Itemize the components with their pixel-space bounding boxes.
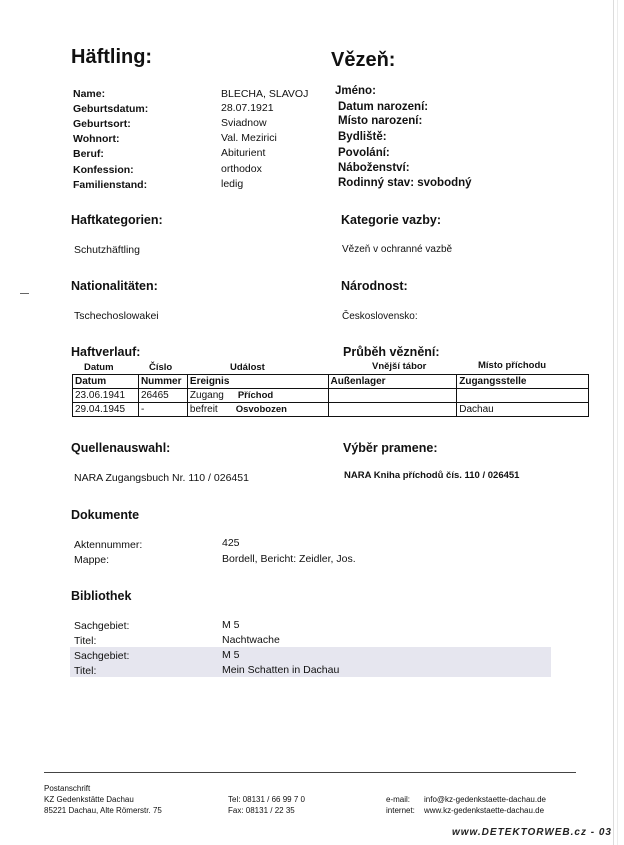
cell-aussenlager [328, 403, 457, 417]
col-header-aussenlager: Außenlager [328, 375, 457, 389]
ereignis-cz: Osvobozen [235, 404, 287, 415]
label-beruf: Beruf: [73, 148, 104, 160]
cz-col-udalost: Událost [230, 362, 265, 373]
cell-aussenlager [328, 389, 457, 403]
section-narodnost: Národnost: [341, 279, 408, 293]
value-pramen: NARA Kniha příchodů čís. 110 / 026451 [344, 470, 520, 481]
cell-nummer: 26465 [138, 389, 187, 403]
label-geburtsort: Geburtsort: [73, 118, 131, 130]
footer-street: 85221 Dachau, Alte Römerstr. 75 [44, 806, 162, 815]
dokumente-value: Bordell, Bericht: Zeidler, Jos. [222, 553, 356, 565]
value-geburtsdatum: 28.07.1921 [221, 102, 274, 114]
footer-tel: Tel: 08131 / 66 99 7 0 [228, 795, 305, 804]
value-haftkategorie: Schutzhäftling [74, 244, 140, 256]
label-name: Name: [73, 88, 106, 100]
table-header-row [73, 375, 589, 389]
section-haftkategorien: Haftkategorien: [71, 213, 163, 227]
cz-col-misto-prichodu: Místo příchodu [478, 360, 547, 371]
section-haftverlauf: Haftverlauf: [71, 345, 141, 359]
value-wohnort: Val. Mezirici [221, 132, 277, 144]
col-header-nummer: Nummer [138, 375, 187, 389]
col-header-ereignis: Ereignis [187, 375, 328, 389]
de-title: Häftling: [71, 46, 153, 68]
value-familienstand: ledig [221, 178, 244, 190]
bibliothek-value: M 5 [222, 619, 240, 631]
ereignis-cz: Příchod [237, 390, 274, 401]
footer-internet[interactable]: www.kz-gedenkstaette-dachau.de [424, 806, 545, 815]
bibliothek-label: Titel: [74, 665, 97, 677]
value-name: BLECHA, SLAVOJ [221, 88, 309, 100]
table-row [73, 403, 589, 417]
section-dokumente: Dokumente [71, 508, 140, 522]
label-konfession: Konfession: [73, 164, 134, 176]
value-geburtsort: Sviadnow [221, 117, 267, 129]
section-prubeh-vezneni: Průběh věznění: [343, 345, 440, 359]
cell-ereignis [187, 403, 328, 417]
cell-ereignis [187, 389, 328, 403]
cz-label-jmeno: Jméno: [335, 85, 376, 97]
ereignis-de: befreit [189, 404, 218, 415]
footer-fax: Fax: 08131 / 22 35 [228, 806, 295, 815]
bibliothek-value: Mein Schatten in Dachau [222, 664, 340, 676]
cz-label-datum-narozeni: Datum narození: [338, 101, 429, 113]
footer-institution: KZ Gedenkstätte Dachau [44, 795, 134, 804]
footer-postanschrift: Postanschrift [44, 784, 91, 793]
dokumente-label: Mappe: [74, 554, 110, 566]
margin-mark [20, 293, 29, 294]
bibliothek-value: M 5 [222, 649, 240, 661]
value-beruf: Abiturient [221, 147, 266, 159]
section-quellenauswahl: Quellenauswahl: [71, 441, 171, 455]
value-narodnost: Československo: [342, 311, 418, 322]
value-konfession: orthodox [221, 163, 262, 175]
bibliothek-value: Nachtwache [222, 634, 280, 646]
section-bibliothek: Bibliothek [71, 589, 132, 603]
page-edge-line [613, 0, 614, 845]
footer-internet-label: internet: [386, 806, 415, 815]
cz-label-bydliste: Bydliště: [338, 131, 387, 143]
cz-title: Vězeň: [331, 49, 396, 71]
watermark: www.DETEKTORWEB.cz - 03 [451, 827, 612, 838]
cell-zugangsstelle: Dachau [457, 403, 589, 417]
bibliothek-label: Titel: [74, 635, 97, 647]
col-header-zugangsstelle: Zugangsstelle [457, 375, 589, 389]
label-familienstand: Familienstand: [73, 179, 148, 191]
cell-datum: 23.06.1941 [73, 389, 139, 403]
cz-label-povolani: Povolání: [338, 147, 390, 159]
cz-col-datum: Datum [84, 362, 114, 373]
section-kategorie-vazby: Kategorie vazby: [341, 213, 442, 227]
label-wohnort: Wohnort: [73, 133, 120, 145]
cell-datum: 29.04.1945 [73, 403, 139, 417]
label-geburtsdatum: Geburtsdatum: [73, 103, 149, 115]
section-nationalitaeten: Nationalitäten: [71, 279, 158, 293]
value-quelle: NARA Zugangsbuch Nr. 110 / 026451 [74, 472, 249, 484]
bibliothek-label: Sachgebiet: [74, 650, 130, 662]
footer-email-label: e-mail: [386, 795, 411, 804]
value-nationalitaet: Tschechoslowakei [74, 310, 159, 322]
page-edge-line [617, 0, 618, 845]
cell-zugangsstelle [457, 389, 589, 403]
cz-label-rodinny-stav: Rodinný stav: svobodný [338, 177, 472, 189]
cell-nummer: - [138, 403, 187, 417]
table-row [73, 389, 589, 403]
ereignis-de: Zugang [189, 390, 224, 401]
footer-divider [44, 772, 576, 773]
section-vyber-pramene: Výběr pramene: [343, 441, 438, 455]
cz-col-cislo: Číslo [149, 362, 173, 373]
cz-label-nabozenstvi: Náboženství: [338, 162, 410, 174]
col-header-datum: Datum [73, 375, 139, 389]
cz-col-vnejsi-tabor: Vnější tábor [372, 361, 427, 372]
dokumente-value: 425 [222, 537, 240, 549]
dokumente-label: Aktennummer: [74, 539, 143, 551]
value-kategorie-vazby: Vězeň v ochranné vazbě [342, 244, 453, 255]
footer-email[interactable]: info@kz-gedenkstaette-dachau.de [424, 795, 546, 804]
haftverlauf-table [72, 374, 589, 417]
cz-label-misto-narozeni: Místo narození: [338, 115, 423, 127]
bibliothek-label: Sachgebiet: [74, 620, 130, 632]
